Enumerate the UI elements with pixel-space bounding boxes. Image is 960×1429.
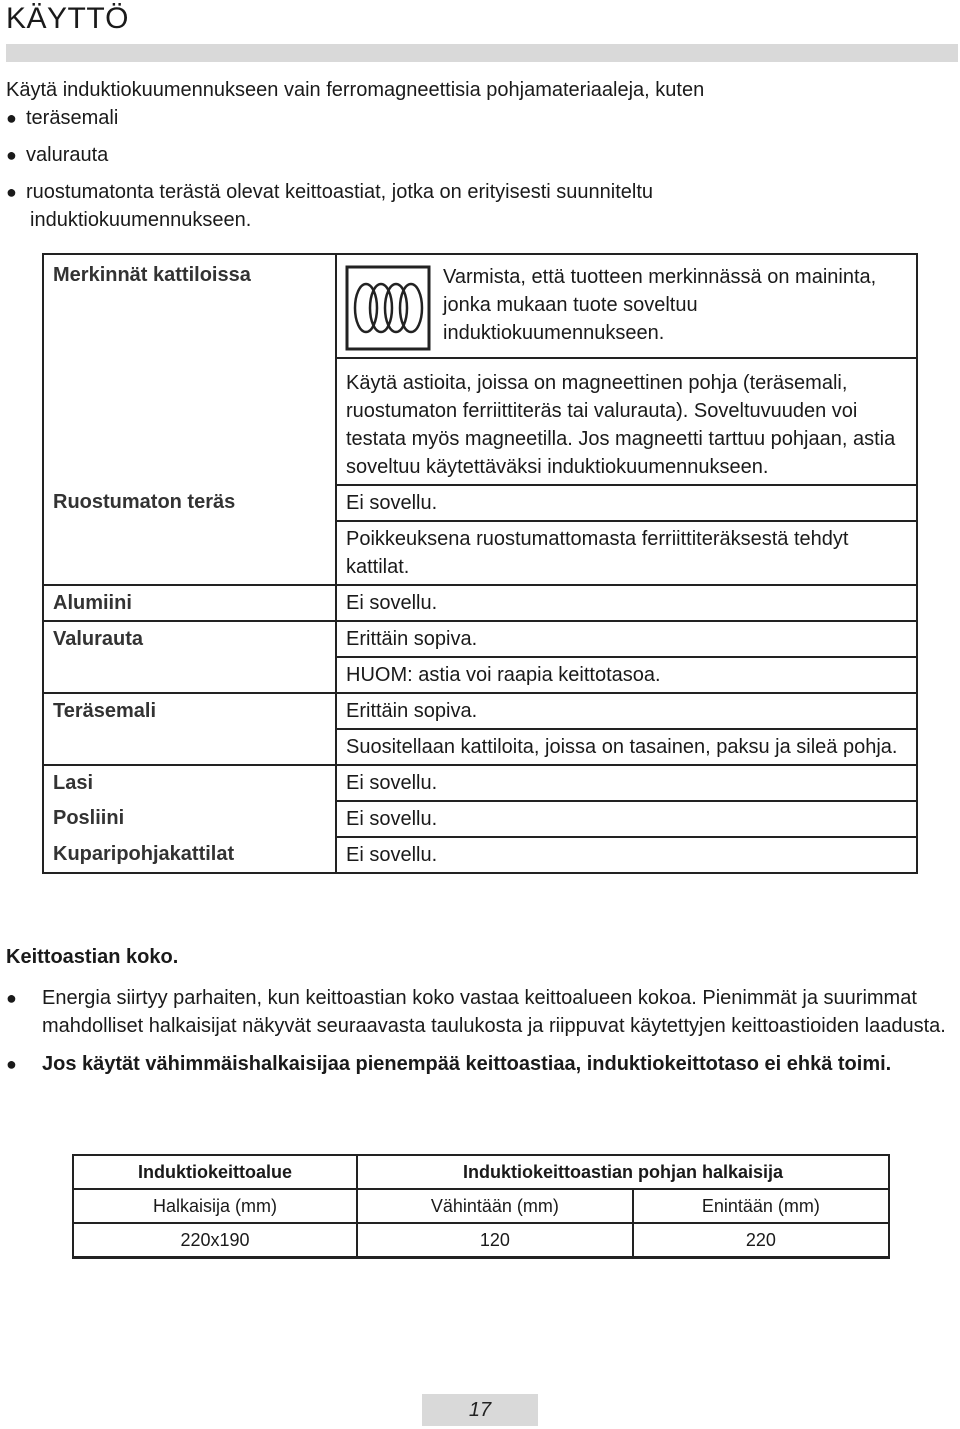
bullet-icon: ● (6, 1054, 17, 1074)
material-description: Suositellaan kattiloita, joissa on tasainen, paksu ja sileä pohja. (336, 729, 917, 765)
intro-bullet-item: ● teräsemali (6, 104, 906, 132)
size-bullet-list (6, 984, 958, 1088)
material-label: Lasi (43, 765, 336, 801)
column-subheader: Vähintään (mm) (357, 1189, 633, 1223)
table-row (43, 521, 917, 585)
intro-bullet-item: ● valurauta (6, 141, 906, 169)
bullet-icon: ● (6, 988, 17, 1008)
material-description: Ei sovellu. (336, 837, 917, 873)
magnet-test-description: Käytä astioita, joissa on magneettinen pohja (teräsemali, ruostumaton ferriittiteräs tai valurauta). Soveltuvuuden voi testata myös magneetilla. Jos magneetti tarttuu pohjaan, astia soveltuu käytettäväksi induktiokuumennukseen. (336, 358, 917, 485)
material-label: Alumiini (43, 585, 336, 621)
diameter-table (72, 1154, 890, 1259)
material-description: Ei sovellu. (336, 765, 917, 801)
material-description: HUOM: astia voi raapia keittotasoa. (336, 657, 917, 693)
materials-table (42, 253, 918, 874)
size-bullet-item: ● Energia siirtyy parhaiten, kun keittoastian koko vastaa keittoalueen kokoa. Pienimmät ja suurimmat mahdolliset halkaisijat näkyvät seuraavasta taulukosta ja riippuvat käytettyjen keittoastioiden laadusta. (6, 984, 958, 1040)
table-row (43, 621, 917, 657)
table-cell: 220x190 (73, 1223, 357, 1258)
bullet-icon: ● (6, 108, 17, 128)
material-label: Posliini (43, 801, 336, 837)
material-description: Ei sovellu. (336, 801, 917, 837)
page-number: 17 (422, 1394, 538, 1426)
material-description: Erittäin sopiva. (336, 693, 917, 729)
table-row (43, 837, 917, 873)
material-label (43, 657, 336, 693)
table-cell: 220 (633, 1223, 889, 1258)
induction-coil-icon (345, 265, 431, 351)
material-label: Teräsemali (43, 693, 336, 729)
size-section-title: Keittoastian koko. (6, 946, 179, 968)
table-row (43, 765, 917, 801)
material-label (43, 729, 336, 765)
table-row (43, 801, 917, 837)
intro-lead: Käytä induktiokuumennukseen vain ferromagneettisia pohjamateriaaleja, kuten (6, 79, 705, 101)
material-label (43, 521, 336, 585)
table-row (43, 729, 917, 765)
material-label: Ruostumaton teräs (43, 485, 336, 521)
intro-section (6, 76, 906, 234)
column-subheader: Halkaisija (mm) (73, 1189, 357, 1223)
size-bullet-item-warning: ● Jos käytät vähimmäishalkaisijaa pienempää keittoastiaa, induktiokeittotaso ei ehkä toimi. (6, 1050, 958, 1078)
table-row (43, 254, 917, 358)
material-description: Ei sovellu. (336, 585, 917, 621)
material-description: Erittäin sopiva. (336, 621, 917, 657)
material-label: Kuparipohjakattilat (43, 837, 336, 873)
bullet-icon: ● (6, 145, 17, 165)
table-row (73, 1223, 889, 1258)
intro-bullet-item: ● ruostumatonta terästä olevat keittoastiat, jotka on erityisesti suunniteltu induktiokuumennukseen. (6, 178, 906, 234)
marking-description (336, 254, 917, 358)
table-cell: 120 (357, 1223, 633, 1258)
material-description: Poikkeuksena ruostumattomasta ferriittiteräksestä tehdyt kattilat. (336, 521, 917, 585)
table-subheader-row (73, 1189, 889, 1223)
bullet-icon: ● (6, 182, 17, 202)
table-row (43, 693, 917, 729)
heading-bar (6, 44, 958, 62)
table-row (43, 585, 917, 621)
marking-label: Merkinnät kattiloissa (43, 254, 336, 485)
column-header: Induktiokeittoastian pohjan halkaisija (357, 1155, 889, 1189)
table-row (43, 657, 917, 693)
material-label: Valurauta (43, 621, 336, 657)
table-row (43, 485, 917, 521)
marking-text: Varmista, että tuotteen merkinnässä on maininta, jonka mukaan tuote soveltuu induktiokuumennukseen. (443, 266, 877, 344)
intro-bullet-list (6, 104, 906, 234)
column-subheader: Enintään (mm) (633, 1189, 889, 1223)
intro-bullet-continuation: induktiokuumennukseen. (30, 209, 252, 231)
column-header: Induktiokeittoalue (73, 1155, 357, 1189)
table-header-row (73, 1155, 889, 1189)
material-description: Ei sovellu. (336, 485, 917, 521)
page-heading: KÄYTTÖ (6, 2, 130, 35)
